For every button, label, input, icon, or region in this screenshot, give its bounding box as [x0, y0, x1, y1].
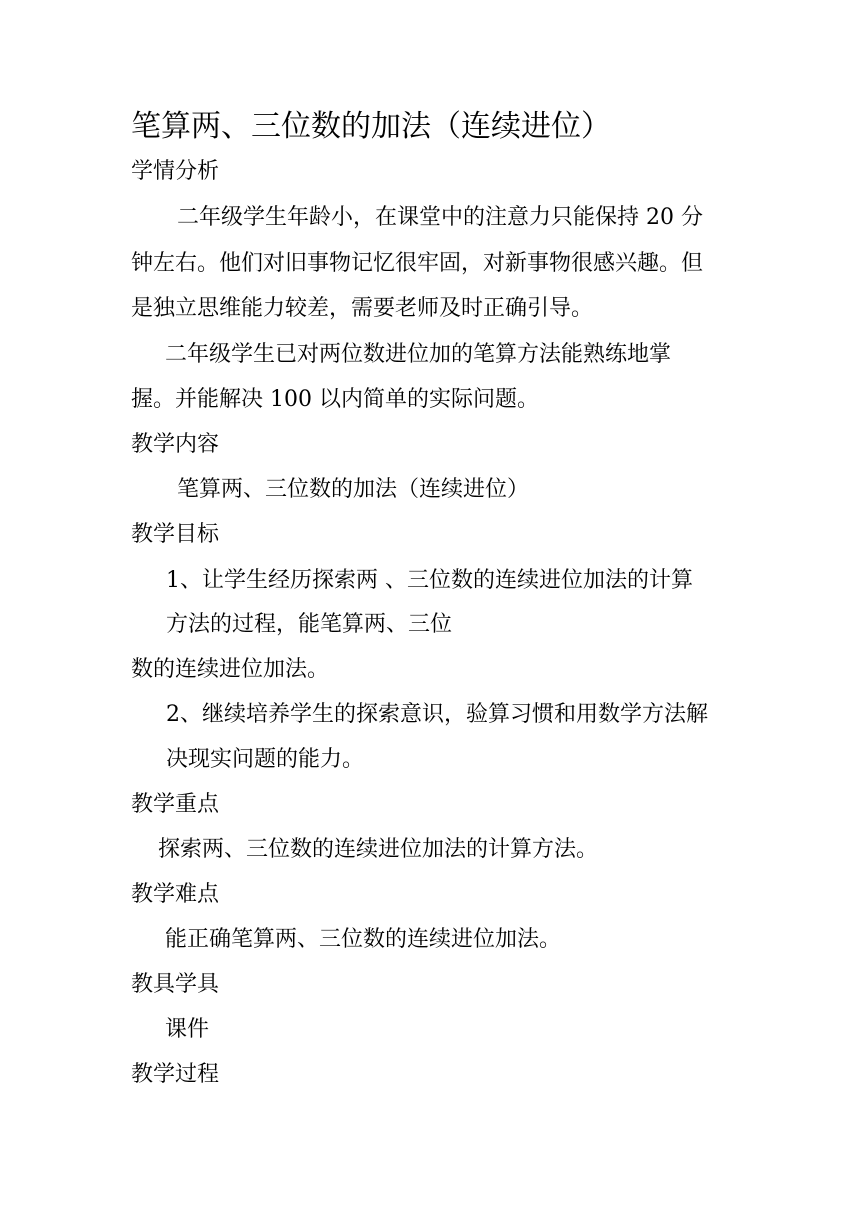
section-heading-difficulties: 教学难点 — [131, 882, 220, 907]
difficulties-text: 能正确笔算两、三位数的连续进位加法。 — [165, 927, 562, 952]
document-title: 笔算两、三位数的加法（连续进位） — [131, 109, 611, 144]
objective-2-line1: 2、继续培养学生的探索意识，验算习惯和用数学方法解 — [166, 702, 708, 727]
section-heading-objectives: 教学目标 — [131, 522, 220, 547]
student-analysis-p2-line2: 握。并能解决 100 以内简单的实际问题。 — [131, 387, 539, 412]
objective-2-line2: 决现实问题的能力。 — [166, 747, 365, 772]
section-heading-content: 教学内容 — [131, 432, 220, 457]
student-analysis-p1-line1: 二年级学生年龄小，在课堂中的注意力只能保持 20 分 — [177, 205, 703, 230]
objective-1-line3: 数的连续进位加法。 — [131, 657, 330, 682]
student-analysis-p1-line2: 钟左右。他们对旧事物记忆很牢固，对新事物很感兴趣。但 — [131, 251, 704, 276]
student-analysis-p1-line3: 是独立思维能力较差，需要老师及时正确引导。 — [131, 296, 594, 321]
section-heading-process: 教学过程 — [131, 1062, 220, 1087]
objective-1-line2: 方法的过程，能笔算两、三位 — [166, 612, 453, 637]
section-heading-key-points: 教学重点 — [131, 792, 220, 817]
objective-1-line1: 1、让学生经历探索两 、三位数的连续进位加法的计算 — [166, 568, 693, 593]
content-text: 笔算两、三位数的加法（连续进位） — [177, 477, 530, 502]
key-points-text: 探索两、三位数的连续进位加法的计算方法。 — [158, 837, 599, 862]
section-heading-student-analysis: 学情分析 — [131, 159, 220, 184]
student-analysis-p2-line1: 二年级学生已对两位数进位加的笔算方法能熟练地掌 — [165, 342, 672, 367]
tools-text: 课件 — [165, 1017, 210, 1042]
section-heading-tools: 教具学具 — [131, 972, 220, 997]
